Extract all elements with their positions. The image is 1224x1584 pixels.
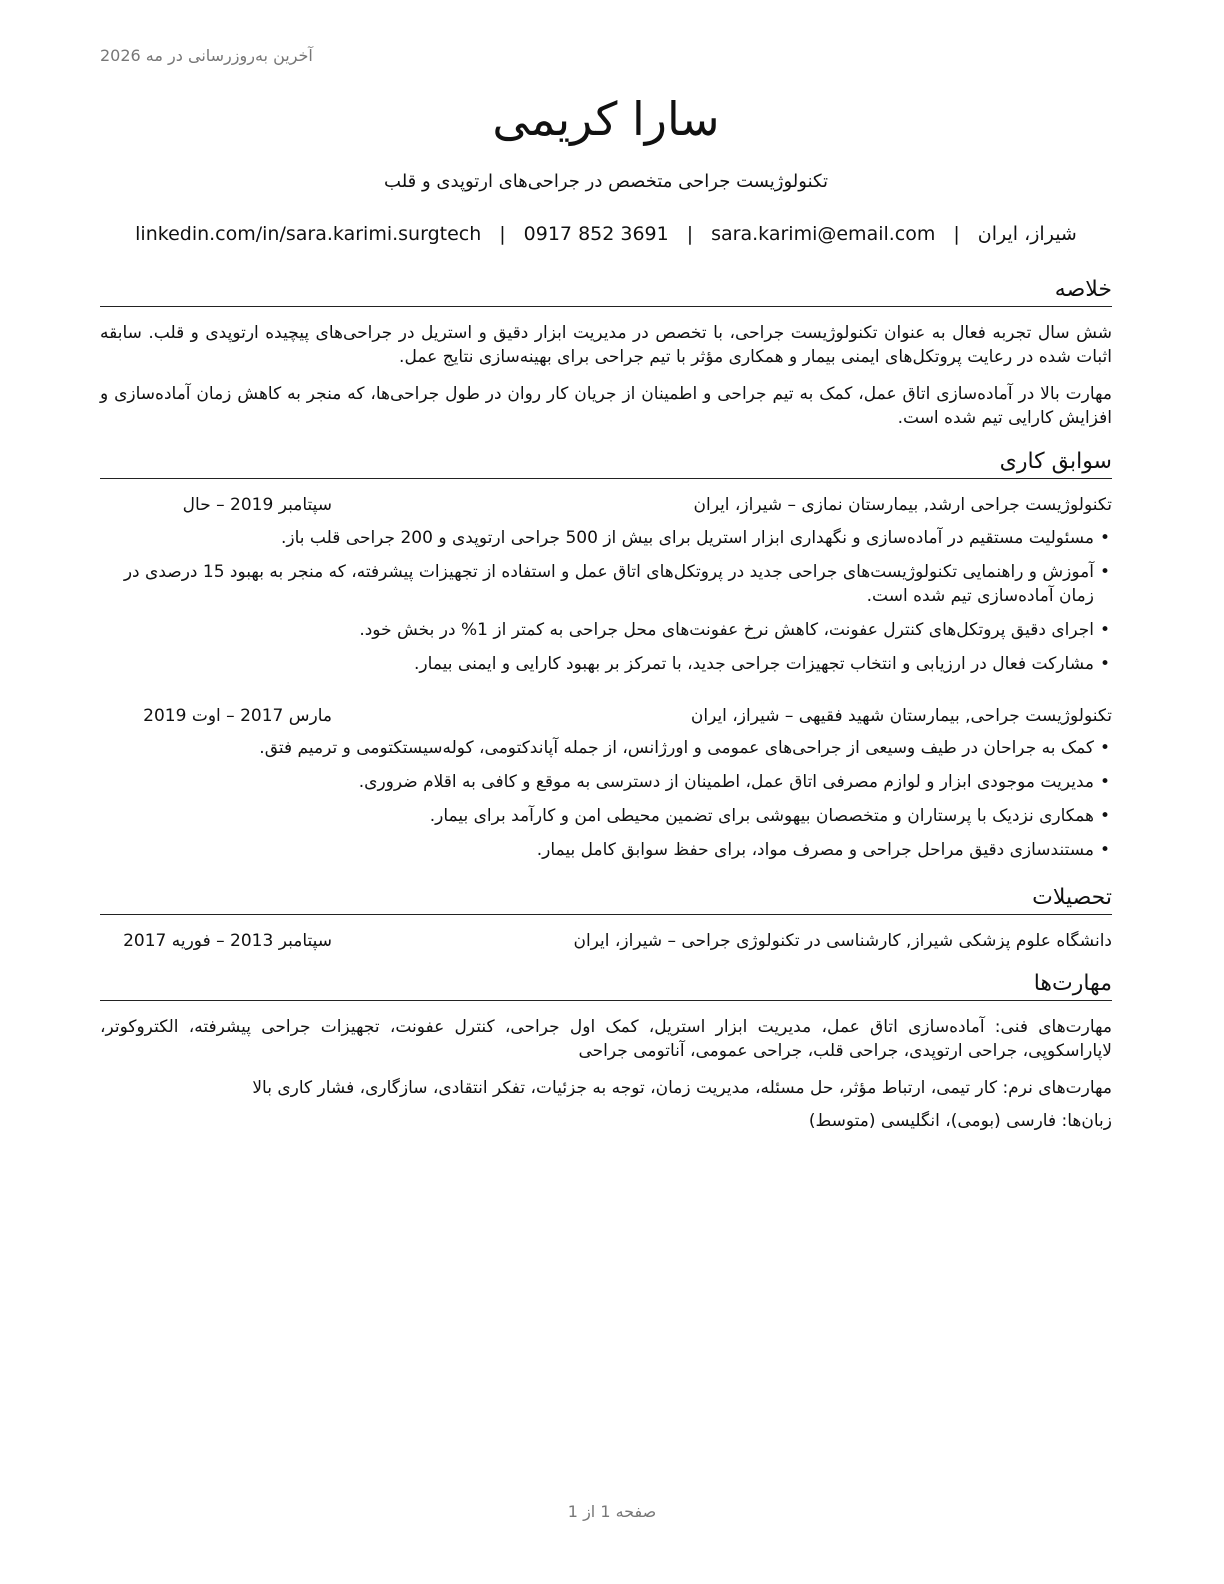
job-title: تکنولوژیست جراحی, بیمارستان شهید فقیهی – شیراز، ایران xyxy=(690,706,1112,726)
job-bullets xyxy=(100,736,1112,872)
job-bullet: • مستندسازی دقیق مراحل جراحی و مصرف مواد، برای حفظ سوابق کامل بیمار. xyxy=(100,838,1112,862)
contact-line xyxy=(100,223,1112,245)
page-number: صفحه 1 از 1 xyxy=(567,1502,657,1521)
skills-soft: مهارت‌های نرم: کار تیمی، ارتباط مؤثر، حل مسئله، مدیریت زمان، توجه به جزئیات، تفکر انتقادی، سازگاری، فشار کاری بالا xyxy=(252,1078,1112,1098)
contact-separator: | xyxy=(953,223,960,245)
job-title: تکنولوژیست جراحی ارشد, بیمارستان نمازی – شیراز، ایران xyxy=(693,495,1112,515)
candidate-name: سارا کریمی xyxy=(492,92,720,146)
job-dates: سپتامبر 2019 – حال xyxy=(182,495,332,515)
summary-paragraph: شش سال تجربه فعال به عنوان تکنولوژیست جراحی، با تخصص در مدیریت ابزار دقیق و استریل در جراحی‌های پیچیده ارتوپدی و قلب. سابقه اثبات شده در رعایت پروتکل‌های ایمنی بیمار و همکاری مؤثر با تیم جراحی برای بهینه‌سازی نتایج عمل. xyxy=(100,323,1112,367)
contact-email[interactable]: sara.karimi@email.com xyxy=(711,223,936,245)
skills-technical: مهارت‌های فنی: آماده‌سازی اتاق عمل، مدیریت ابزار استریل، کمک اول جراحی، کنترل عفونت، تجهیزات جراحی پیشرفته، الکتروکوتر، لاپاراسکوپی، جراحی ارتوپدی، جراحی قلب، جراحی عمومی، آناتومی جراحی xyxy=(100,1017,1112,1061)
education-institution: دانشگاه علوم پزشکی شیراز, کارشناسی در تکنولوژی جراحی – شیراز، ایران xyxy=(573,931,1112,951)
education-entry xyxy=(100,929,1112,955)
summary-paragraph: مهارت بالا در آماده‌سازی اتاق عمل، کمک به تیم جراحی و اطمینان از جریان کار روان در طول جراحی‌ها، که منجر به کاهش زمان آماده‌سازی و افزایش کارایی تیم شده است. xyxy=(100,384,1112,428)
job-dates: مارس 2017 – اوت 2019 xyxy=(143,706,332,726)
experience-heading: سوابق کاری xyxy=(100,448,1112,479)
job-bullet: • همکاری نزدیک با پرستاران و متخصصان بیهوشی برای تضمین محیطی امن و کارآمد برای بیمار. xyxy=(100,804,1112,828)
contact-separator: | xyxy=(686,223,694,245)
summary-heading: خلاصه xyxy=(100,276,1112,307)
education-heading: تحصیلات xyxy=(100,884,1112,915)
job-header xyxy=(100,704,1112,730)
contact-linkedin[interactable]: linkedin.com/in/sara.karimi.surgtech xyxy=(135,223,482,245)
contact-location: شیراز، ایران xyxy=(977,223,1077,245)
job-bullet: • آموزش و راهنمایی تکنولوژیست‌های جراحی جدید در پروتکل‌های اتاق عمل و استفاده از تجهیزات پیشرفته، که منجر به بهبود 15 درصدی در زمان آماده‌سازی تیم شده است. xyxy=(100,560,1112,608)
skills-languages: زبان‌ها: فارسی (بومی)، انگلیسی (متوسط) xyxy=(808,1111,1112,1131)
job-bullets xyxy=(100,526,1112,686)
candidate-tagline: تکنولوژیست جراحی متخصص در جراحی‌های ارتوپدی و قلب xyxy=(384,171,828,192)
job-bullet: • مشارکت فعال در ارزیابی و انتخاب تجهیزات جراحی جدید، با تمرکز بر بهبود کارایی و ایمنی بیمار. xyxy=(100,652,1112,676)
skills-heading: مهارت‌ها xyxy=(100,970,1112,1001)
last-updated-note: آخرین به‌روزرسانی در مه 2026 xyxy=(100,46,313,65)
contact-phone[interactable]: 0917 852 3691 xyxy=(523,223,669,245)
job-bullet: • مدیریت موجودی ابزار و لوازم مصرفی اتاق عمل، اطمینان از دسترسی به موقع و کافی به اقلام ضروری. xyxy=(100,770,1112,794)
contact-separator: | xyxy=(499,223,506,245)
job-header xyxy=(100,493,1112,519)
job-bullet: • اجرای دقیق پروتکل‌های کنترل عفونت، کاهش نرخ عفونت‌های محل جراحی به کمتر از 1% در بخش خود. xyxy=(100,618,1112,642)
education-dates: سپتامبر 2013 – فوریه 2017 xyxy=(123,931,332,951)
job-bullet: • مسئولیت مستقیم در آماده‌سازی و نگهداری ابزار استریل برای بیش از 500 جراحی ارتوپدی و 200 جراحی قلب باز. xyxy=(100,526,1112,550)
job-bullet: • کمک به جراحان در طیف وسیعی از جراحی‌های عمومی و اورژانس، از جمله آپاندکتومی، کوله‌سیستکتومی و ترمیم فتق. xyxy=(100,736,1112,760)
